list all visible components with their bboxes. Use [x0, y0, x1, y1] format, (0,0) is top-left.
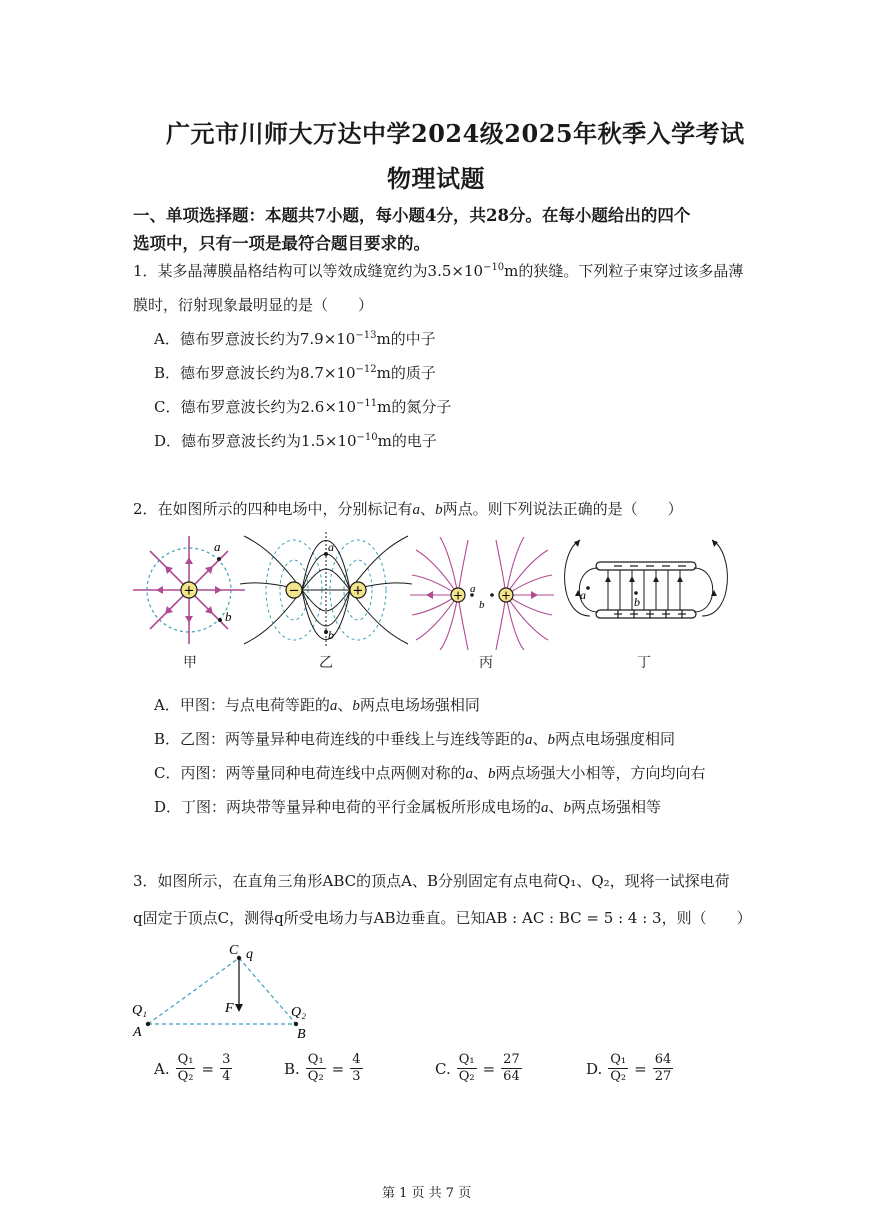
svg-text:a: a	[214, 539, 221, 554]
q1-option-b[interactable]: B．德布罗意波长约为$8.7\times 10^{-12}m$的质子	[154, 364, 436, 382]
svg-text:C: C	[229, 943, 239, 958]
question-3-stem-cont: q固定于顶点C，测得q所受电场力与AB边垂直。已知AB : AC : BC = 5 : 4 : 3，则（ ）	[133, 909, 752, 927]
q3-option-a[interactable]: A. $\frac{\text{Q₁}}{\text{Q₂}}$ = $\frac{3}{4}$	[154, 1052, 231, 1084]
svg-text:q: q	[246, 947, 253, 962]
svg-text:a: a	[328, 540, 334, 554]
svg-text:+: +	[500, 588, 512, 603]
q2-option-a[interactable]: A．甲图：与点电荷等距的a、b两点电场场强相同	[154, 696, 480, 714]
caption-yi: 乙	[319, 655, 333, 671]
page-title: 广元市川师大万达中学2024级2025年秋季入学考试	[166, 119, 745, 148]
svg-text:Q₁: Q₁	[132, 1003, 147, 1018]
question-2-stem: 2．在如图所示的四种电场中，分别标记有a、b两点。则下列说法正确的是（ ）	[133, 500, 683, 518]
svg-text:+: +	[352, 583, 364, 599]
side-bc	[239, 958, 296, 1024]
caption-jia: 甲	[183, 655, 197, 671]
caption-bing: 丙	[479, 655, 493, 671]
page-number: 第 1 页 共 7 页	[382, 1186, 472, 1201]
svg-text:−: −	[288, 583, 300, 599]
svg-text:b: b	[328, 628, 334, 642]
q3-option-b[interactable]: B. $\frac{\text{Q₁}}{\text{Q₂}}$ = $\frac{4}{3}$	[284, 1052, 361, 1084]
q2-option-c[interactable]: C．丙图：两等量同种电荷连线中点两侧对称的a、b两点场强大小相等，方向均向右	[154, 764, 706, 782]
figure-jia	[133, 536, 245, 644]
svg-text:+: +	[183, 583, 195, 599]
svg-text:+: +	[452, 588, 464, 603]
q1-option-d[interactable]: D．德布罗意波长约为$1.5\times 10^{-10}m$的电子	[154, 432, 437, 450]
q2-option-b[interactable]: B．乙图：两等量异种电荷连线的中垂线上与连线等距的a、b两点电场强度相同	[154, 730, 676, 748]
section-heading: 一、单项选择题：本题共7小题，每小题4分，共28分。在每小题给出的四个	[133, 206, 691, 225]
svg-text:F: F	[225, 1001, 234, 1016]
question-1-stem: 1．某多晶薄膜晶格结构可以等效成缝宽约为$3.5\times 10^{-10}m$的狭缝。下列粒子束穿过该多晶薄	[133, 262, 744, 280]
q2-field-figures	[128, 532, 738, 650]
caption-ding: 丁	[637, 655, 651, 671]
section-heading-cont: 选项中，只有一项是最符合题目要求的。	[133, 234, 430, 253]
q2-option-d[interactable]: D．丁图：两块带等量异种电荷的平行金属板所形成电场的a、b两点场强相等	[154, 798, 662, 816]
question-1-stem-cont: 膜时，衍射现象最明显的是（ ）	[133, 296, 374, 314]
svg-text:b: b	[225, 609, 232, 624]
page-subtitle: 物理试题	[387, 164, 485, 193]
svg-text:a: a	[580, 588, 586, 602]
svg-text:Q₂: Q₂	[291, 1005, 306, 1020]
svg-text:b: b	[634, 595, 640, 609]
svg-text:a: a	[470, 583, 476, 595]
svg-text:A: A	[133, 1025, 142, 1040]
q1-option-c[interactable]: C．德布罗意波长约为$2.6\times 10^{-11}m$的氮分子	[154, 398, 452, 416]
svg-text:B: B	[297, 1027, 306, 1042]
figure-ding	[565, 540, 728, 618]
q1-option-a[interactable]: A．德布罗意波长约为$7.9\times 10^{-13}m$的中子	[154, 330, 436, 348]
question-3-stem: 3．如图所示，在直角三角形ABC的顶点A、B分别固定有点电荷Q₁、Q₂，现将一试探电荷	[133, 872, 730, 890]
q3-option-d[interactable]: D. $\frac{\text{Q₁}}{\text{Q₂}}$ = $\frac{64}{27}$	[586, 1052, 672, 1084]
q3-option-c[interactable]: C. $\frac{\text{Q₁}}{\text{Q₂}}$ = $\frac{27}{64}$	[435, 1052, 520, 1084]
figure-bing	[410, 537, 554, 650]
q3-triangle-figure	[128, 938, 318, 1042]
svg-text:b: b	[479, 599, 485, 611]
figure-yi	[240, 532, 412, 648]
